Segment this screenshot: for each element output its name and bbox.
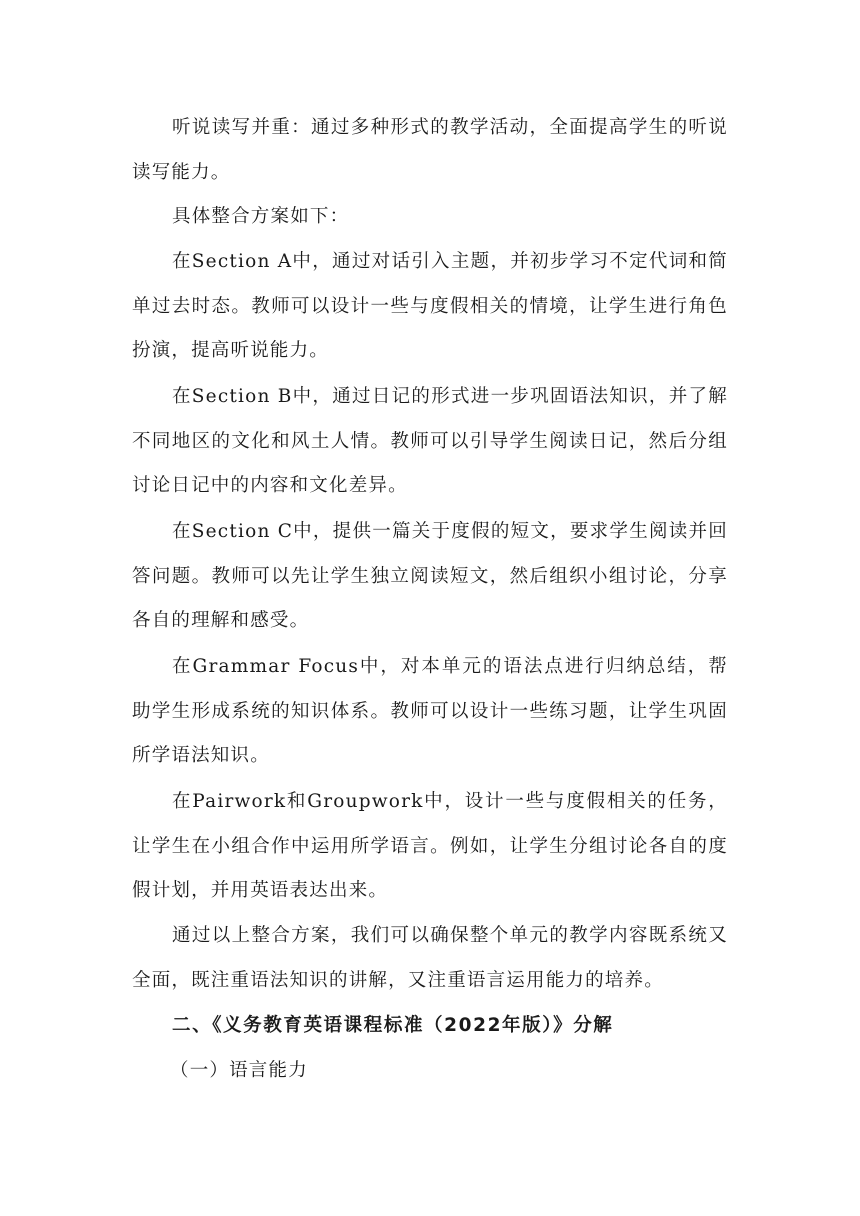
paragraph-summary: 通过以上整合方案，我们可以确保整个单元的教学内容既系统又全面，既注重语法知识的讲解，又注重语言运用能力的培养。 — [132, 925, 728, 991]
paragraph-section-c: 在Section C中，提供一篇关于度假的短文，要求学生阅读并回答问题。教师可以先让学生独立阅读短文，然后组织小组讨论，分享各自的理解和感受。 — [132, 521, 728, 631]
paragraph-skills-balance: 听说读写并重：通过多种形式的教学活动，全面提高学生的听说读写能力。 — [132, 117, 728, 183]
paragraph-pairwork-groupwork: 在Pairwork和Groupwork中，设计一些与度假相关的任务，让学生在小组合作中运用所学语言。例如，让学生分组讨论各自的度假计划，并用英语表达出来。 — [132, 791, 728, 901]
subsection-heading: （一）语言能力 — [170, 1060, 308, 1081]
paragraph-grammar-focus: 在Grammar Focus中，对本单元的语法点进行归纳总结，帮助学生形成系统的知识体系。教师可以设计一些练习题，让学生巩固所学语法知识。 — [132, 656, 728, 766]
section-heading: 二、《义务教育英语课程标准（2022年版）》分解 — [172, 1015, 614, 1036]
paragraph-section-a: 在Section A中，通过对话引入主题，并初步学习不定代词和简单过去时态。教师可以设计一些与度假相关的情境，让学生进行角色扮演，提高听说能力。 — [132, 251, 728, 361]
paragraph-section-b: 在Section B中，通过日记的形式进一步巩固语法知识，并了解不同地区的文化和风土人情。教师可以引导学生阅读日记，然后分组讨论日记中的内容和文化差异。 — [132, 386, 728, 496]
paragraph-plan-intro: 具体整合方案如下： — [172, 206, 350, 227]
